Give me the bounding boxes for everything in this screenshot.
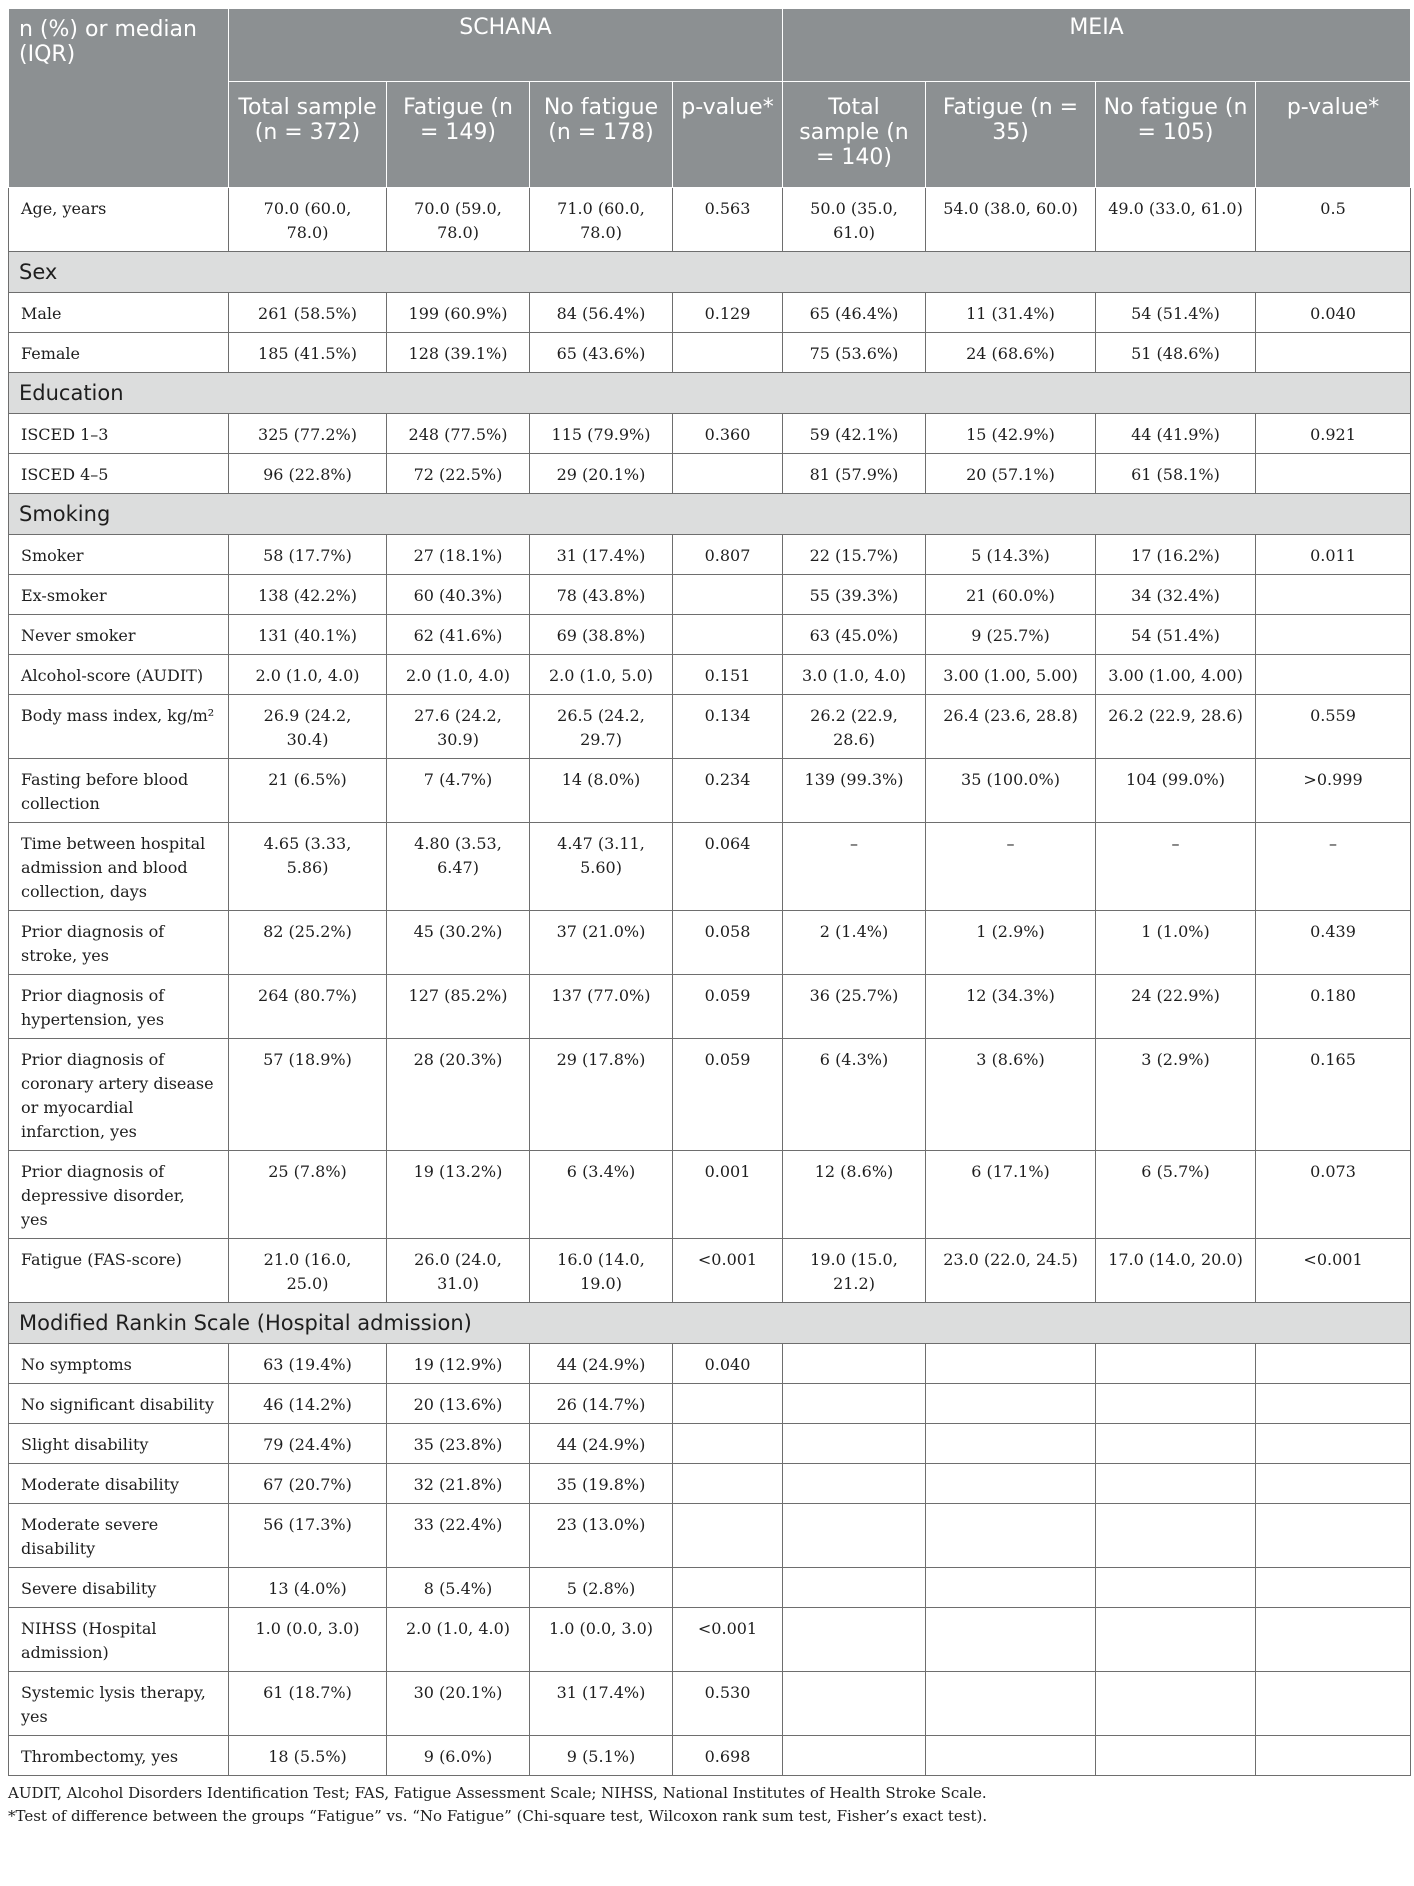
table-cell: 0.921 bbox=[1256, 414, 1411, 454]
table-cell: 21 (60.0%) bbox=[926, 575, 1096, 615]
table-cell: 63 (19.4%) bbox=[229, 1344, 387, 1384]
table-row bbox=[9, 759, 1411, 823]
table-cell: 67 (20.7%) bbox=[229, 1464, 387, 1504]
table-cell bbox=[1096, 1608, 1256, 1672]
table-cell bbox=[783, 1672, 926, 1736]
section-row bbox=[9, 494, 1411, 535]
table-cell: – bbox=[783, 823, 926, 911]
table-cell: 3 (8.6%) bbox=[926, 1039, 1096, 1151]
table-cell bbox=[1256, 1504, 1411, 1568]
row-label: Moderate disability bbox=[9, 1464, 229, 1504]
section-label: Smoking bbox=[9, 494, 1411, 535]
table-cell: 78 (43.8%) bbox=[530, 575, 673, 615]
group-header-schana: SCHANA bbox=[229, 9, 783, 82]
table-cell bbox=[1256, 333, 1411, 373]
table-cell: 29 (17.8%) bbox=[530, 1039, 673, 1151]
row-label: Prior diagnosis of depressive disorder, yes bbox=[9, 1151, 229, 1239]
row-label: Moderate severe disability bbox=[9, 1504, 229, 1568]
table-cell bbox=[926, 1568, 1096, 1608]
table-cell: – bbox=[1096, 823, 1256, 911]
table-cell bbox=[673, 1568, 783, 1608]
table-cell: 3 (2.9%) bbox=[1096, 1039, 1256, 1151]
table-cell: 35 (23.8%) bbox=[387, 1424, 530, 1464]
table-cell: 26.4 (23.6, 28.8) bbox=[926, 695, 1096, 759]
table-cell bbox=[673, 454, 783, 494]
table-cell: 58 (17.7%) bbox=[229, 535, 387, 575]
column-header: p-value* bbox=[673, 82, 783, 188]
table-cell bbox=[673, 333, 783, 373]
table-row bbox=[9, 1672, 1411, 1736]
table-row bbox=[9, 1344, 1411, 1384]
column-header: Fatigue (n = 149) bbox=[387, 82, 530, 188]
table-row bbox=[9, 1039, 1411, 1151]
table-cell: 20 (57.1%) bbox=[926, 454, 1096, 494]
table-cell: 28 (20.3%) bbox=[387, 1039, 530, 1151]
row-label: No significant disability bbox=[9, 1384, 229, 1424]
table-cell: 1.0 (0.0, 3.0) bbox=[229, 1608, 387, 1672]
table-cell bbox=[926, 1504, 1096, 1568]
table-cell: 37 (21.0%) bbox=[530, 911, 673, 975]
table-cell: 84 (56.4%) bbox=[530, 293, 673, 333]
table-cell: 54 (51.4%) bbox=[1096, 293, 1256, 333]
table-cell: 96 (22.8%) bbox=[229, 454, 387, 494]
table-cell bbox=[1256, 1736, 1411, 1776]
table-cell: 19 (12.9%) bbox=[387, 1344, 530, 1384]
table-cell: 2.0 (1.0, 4.0) bbox=[387, 655, 530, 695]
table-cell: 26.5 (24.2, 29.7) bbox=[530, 695, 673, 759]
table-cell: 264 (80.7%) bbox=[229, 975, 387, 1039]
table-cell: 23.0 (22.0, 24.5) bbox=[926, 1239, 1096, 1303]
table-cell: 33 (22.4%) bbox=[387, 1504, 530, 1568]
table-cell bbox=[926, 1464, 1096, 1504]
table-cell: 27 (18.1%) bbox=[387, 535, 530, 575]
table-row bbox=[9, 975, 1411, 1039]
table-cell: 1.0 (0.0, 3.0) bbox=[530, 1608, 673, 1672]
table-cell: 72 (22.5%) bbox=[387, 454, 530, 494]
table-cell bbox=[783, 1568, 926, 1608]
table-cell: 0.059 bbox=[673, 1039, 783, 1151]
table-cell: 70.0 (59.0, 78.0) bbox=[387, 188, 530, 252]
table-cell bbox=[1096, 1464, 1256, 1504]
row-label: NIHSS (Hospital admission) bbox=[9, 1608, 229, 1672]
table-cell: 4.47 (3.11, 5.60) bbox=[530, 823, 673, 911]
table-row bbox=[9, 535, 1411, 575]
row-label: Alcohol-score (AUDIT) bbox=[9, 655, 229, 695]
table-cell: 69 (38.8%) bbox=[530, 615, 673, 655]
table-cell: 0.360 bbox=[673, 414, 783, 454]
row-label: Prior diagnosis of hypertension, yes bbox=[9, 975, 229, 1039]
table-cell: 44 (24.9%) bbox=[530, 1424, 673, 1464]
column-header: Fatigue (n = 35) bbox=[926, 82, 1096, 188]
table-cell: 248 (77.5%) bbox=[387, 414, 530, 454]
table-cell: 3.00 (1.00, 5.00) bbox=[926, 655, 1096, 695]
table-cell bbox=[673, 575, 783, 615]
row-label: Ex-smoker bbox=[9, 575, 229, 615]
table-cell: 0.165 bbox=[1256, 1039, 1411, 1151]
row-label: Time between hospital admission and blood collection, days bbox=[9, 823, 229, 911]
row-label: Never smoker bbox=[9, 615, 229, 655]
table-cell: 0.439 bbox=[1256, 911, 1411, 975]
table-cell bbox=[1256, 615, 1411, 655]
table-cell bbox=[673, 1504, 783, 1568]
table-cell: 6 (4.3%) bbox=[783, 1039, 926, 1151]
table-cell bbox=[783, 1344, 926, 1384]
table-container bbox=[8, 8, 1410, 1828]
table-cell: 127 (85.2%) bbox=[387, 975, 530, 1039]
table-cell: 0.001 bbox=[673, 1151, 783, 1239]
table-cell: 60 (40.3%) bbox=[387, 575, 530, 615]
table-cell: 31 (17.4%) bbox=[530, 1672, 673, 1736]
table-row bbox=[9, 911, 1411, 975]
table-cell: 2.0 (1.0, 5.0) bbox=[530, 655, 673, 695]
table-cell bbox=[1256, 1568, 1411, 1608]
table-cell: 0.040 bbox=[1256, 293, 1411, 333]
section-row bbox=[9, 1303, 1411, 1344]
table-cell: 62 (41.6%) bbox=[387, 615, 530, 655]
table-cell bbox=[926, 1672, 1096, 1736]
table-cell: 30 (20.1%) bbox=[387, 1672, 530, 1736]
group-header-meia: MEIA bbox=[783, 9, 1411, 82]
characteristics-table bbox=[8, 8, 1411, 1776]
table-cell: 6 (5.7%) bbox=[1096, 1151, 1256, 1239]
table-cell: 75 (53.6%) bbox=[783, 333, 926, 373]
table-cell: 12 (8.6%) bbox=[783, 1151, 926, 1239]
table-cell: 32 (21.8%) bbox=[387, 1464, 530, 1504]
table-cell: 26 (14.7%) bbox=[530, 1384, 673, 1424]
table-cell: 0.059 bbox=[673, 975, 783, 1039]
table-footnotes bbox=[8, 1782, 1410, 1828]
table-row bbox=[9, 1736, 1411, 1776]
table-cell: 26.9 (24.2, 30.4) bbox=[229, 695, 387, 759]
footnote-test: *Test of difference between the groups “Fatigue” vs. “No Fatigue” (Chi-square test, Wilcoxon rank sum test, Fisher’s exact test). bbox=[8, 1807, 988, 1825]
table-cell: 24 (22.9%) bbox=[1096, 975, 1256, 1039]
table-cell: <0.001 bbox=[673, 1608, 783, 1672]
table-cell bbox=[673, 1384, 783, 1424]
table-cell: 44 (41.9%) bbox=[1096, 414, 1256, 454]
row-label: Age, years bbox=[9, 188, 229, 252]
table-cell: 50.0 (35.0, 61.0) bbox=[783, 188, 926, 252]
column-header: No fatigue (n = 178) bbox=[530, 82, 673, 188]
table-row bbox=[9, 454, 1411, 494]
table-cell: 0.530 bbox=[673, 1672, 783, 1736]
table-cell bbox=[783, 1504, 926, 1568]
table-cell: 0.011 bbox=[1256, 535, 1411, 575]
table-cell: 0.807 bbox=[673, 535, 783, 575]
table-cell: 128 (39.1%) bbox=[387, 333, 530, 373]
table-cell: 54 (51.4%) bbox=[1096, 615, 1256, 655]
table-cell: 35 (100.0%) bbox=[926, 759, 1096, 823]
table-cell: 70.0 (60.0, 78.0) bbox=[229, 188, 387, 252]
table-row bbox=[9, 1151, 1411, 1239]
section-row bbox=[9, 373, 1411, 414]
table-cell: 54.0 (38.0, 60.0) bbox=[926, 188, 1096, 252]
table-cell: >0.999 bbox=[1256, 759, 1411, 823]
table-cell: 24 (68.6%) bbox=[926, 333, 1096, 373]
table-cell: <0.001 bbox=[673, 1239, 783, 1303]
row-label: ISCED 4–5 bbox=[9, 454, 229, 494]
table-cell bbox=[926, 1736, 1096, 1776]
table-cell: 26.2 (22.9, 28.6) bbox=[783, 695, 926, 759]
table-cell: 7 (4.7%) bbox=[387, 759, 530, 823]
table-cell bbox=[1256, 1384, 1411, 1424]
row-label: Body mass index, kg/m² bbox=[9, 695, 229, 759]
table-cell: 29 (20.1%) bbox=[530, 454, 673, 494]
table-cell: 82 (25.2%) bbox=[229, 911, 387, 975]
table-cell: 0.134 bbox=[673, 695, 783, 759]
table-cell: 11 (31.4%) bbox=[926, 293, 1096, 333]
row-label: Female bbox=[9, 333, 229, 373]
row-label: Slight disability bbox=[9, 1424, 229, 1464]
table-cell: 18 (5.5%) bbox=[229, 1736, 387, 1776]
section-label: Modified Rankin Scale (Hospital admission) bbox=[9, 1303, 1411, 1344]
table-cell: 9 (5.1%) bbox=[530, 1736, 673, 1776]
table-cell: 0.559 bbox=[1256, 695, 1411, 759]
column-header: No fatigue (n = 105) bbox=[1096, 82, 1256, 188]
table-cell bbox=[926, 1344, 1096, 1384]
table-cell bbox=[673, 1464, 783, 1504]
table-cell: 325 (77.2%) bbox=[229, 414, 387, 454]
table-row bbox=[9, 1504, 1411, 1568]
table-cell: 0.698 bbox=[673, 1736, 783, 1776]
table-cell: 138 (42.2%) bbox=[229, 575, 387, 615]
table-cell: 3.00 (1.00, 4.00) bbox=[1096, 655, 1256, 695]
table-cell bbox=[1256, 655, 1411, 695]
table-cell bbox=[1256, 1608, 1411, 1672]
row-label: Thrombectomy, yes bbox=[9, 1736, 229, 1776]
table-cell: 0.5 bbox=[1256, 188, 1411, 252]
table-cell bbox=[1096, 1504, 1256, 1568]
table-row bbox=[9, 414, 1411, 454]
table-cell: 59 (42.1%) bbox=[783, 414, 926, 454]
table-cell: 13 (4.0%) bbox=[229, 1568, 387, 1608]
table-cell: 46 (14.2%) bbox=[229, 1384, 387, 1424]
table-cell: 51 (48.6%) bbox=[1096, 333, 1256, 373]
table-row bbox=[9, 188, 1411, 252]
table-row bbox=[9, 1608, 1411, 1672]
table-cell: 137 (77.0%) bbox=[530, 975, 673, 1039]
table-cell bbox=[783, 1384, 926, 1424]
table-cell: 0.073 bbox=[1256, 1151, 1411, 1239]
row-label: Systemic lysis therapy, yes bbox=[9, 1672, 229, 1736]
table-cell: 79 (24.4%) bbox=[229, 1424, 387, 1464]
table-cell: 26.2 (22.9, 28.6) bbox=[1096, 695, 1256, 759]
table-cell: 34 (32.4%) bbox=[1096, 575, 1256, 615]
table-cell: 22 (15.7%) bbox=[783, 535, 926, 575]
table-cell: 3.0 (1.0, 4.0) bbox=[783, 655, 926, 695]
table-cell bbox=[926, 1424, 1096, 1464]
row-label: ISCED 1–3 bbox=[9, 414, 229, 454]
table-cell: 71.0 (60.0, 78.0) bbox=[530, 188, 673, 252]
table-row bbox=[9, 655, 1411, 695]
table-cell: 16.0 (14.0, 19.0) bbox=[530, 1239, 673, 1303]
table-cell bbox=[1256, 575, 1411, 615]
table-cell bbox=[783, 1608, 926, 1672]
table-cell: 27.6 (24.2, 30.9) bbox=[387, 695, 530, 759]
table-cell: 12 (34.3%) bbox=[926, 975, 1096, 1039]
table-cell: 131 (40.1%) bbox=[229, 615, 387, 655]
row-label: Fasting before blood collection bbox=[9, 759, 229, 823]
table-cell: 81 (57.9%) bbox=[783, 454, 926, 494]
table-cell: 9 (25.7%) bbox=[926, 615, 1096, 655]
table-cell: 25 (7.8%) bbox=[229, 1151, 387, 1239]
table-cell: 1 (1.0%) bbox=[1096, 911, 1256, 975]
table-cell bbox=[1096, 1568, 1256, 1608]
table-row bbox=[9, 293, 1411, 333]
table-row bbox=[9, 695, 1411, 759]
table-cell: 4.65 (3.33, 5.86) bbox=[229, 823, 387, 911]
column-header: Total sample (n = 372) bbox=[229, 82, 387, 188]
table-cell: 49.0 (33.0, 61.0) bbox=[1096, 188, 1256, 252]
table-cell: 36 (25.7%) bbox=[783, 975, 926, 1039]
table-row bbox=[9, 333, 1411, 373]
table-cell: 6 (3.4%) bbox=[530, 1151, 673, 1239]
table-cell: 21 (6.5%) bbox=[229, 759, 387, 823]
table-row bbox=[9, 1464, 1411, 1504]
table-cell: 65 (43.6%) bbox=[530, 333, 673, 373]
table-cell bbox=[1256, 1464, 1411, 1504]
row-label: Prior diagnosis of stroke, yes bbox=[9, 911, 229, 975]
table-cell bbox=[1096, 1424, 1256, 1464]
table-cell: 0.151 bbox=[673, 655, 783, 695]
table-cell bbox=[1096, 1736, 1256, 1776]
table-cell: 44 (24.9%) bbox=[530, 1344, 673, 1384]
table-cell: 63 (45.0%) bbox=[783, 615, 926, 655]
table-cell: 5 (2.8%) bbox=[530, 1568, 673, 1608]
table-cell bbox=[926, 1608, 1096, 1672]
table-row bbox=[9, 1424, 1411, 1464]
table-cell bbox=[1256, 1672, 1411, 1736]
table-cell bbox=[926, 1384, 1096, 1424]
table-cell: – bbox=[926, 823, 1096, 911]
table-cell: 0.129 bbox=[673, 293, 783, 333]
table-cell: 61 (58.1%) bbox=[1096, 454, 1256, 494]
table-cell: – bbox=[1256, 823, 1411, 911]
table-cell: 65 (46.4%) bbox=[783, 293, 926, 333]
table-cell bbox=[1256, 1344, 1411, 1384]
table-row bbox=[9, 615, 1411, 655]
table-cell: 17 (16.2%) bbox=[1096, 535, 1256, 575]
table-cell: <0.001 bbox=[1256, 1239, 1411, 1303]
table-cell: 139 (99.3%) bbox=[783, 759, 926, 823]
table-cell: 2 (1.4%) bbox=[783, 911, 926, 975]
row-label: No symptoms bbox=[9, 1344, 229, 1384]
table-cell bbox=[673, 1424, 783, 1464]
table-cell: 45 (30.2%) bbox=[387, 911, 530, 975]
table-cell: 0.234 bbox=[673, 759, 783, 823]
table-cell bbox=[783, 1424, 926, 1464]
table-cell bbox=[783, 1464, 926, 1504]
table-cell bbox=[1256, 454, 1411, 494]
table-cell bbox=[673, 615, 783, 655]
table-cell: 0.064 bbox=[673, 823, 783, 911]
table-body bbox=[9, 188, 1411, 1776]
table-row bbox=[9, 1239, 1411, 1303]
table-cell: 104 (99.0%) bbox=[1096, 759, 1256, 823]
table-row bbox=[9, 1568, 1411, 1608]
table-cell: 55 (39.3%) bbox=[783, 575, 926, 615]
row-label: Fatigue (FAS-score) bbox=[9, 1239, 229, 1303]
section-row bbox=[9, 252, 1411, 293]
table-cell: 19.0 (15.0, 21.2) bbox=[783, 1239, 926, 1303]
table-cell: 57 (18.9%) bbox=[229, 1039, 387, 1151]
table-cell: 0.180 bbox=[1256, 975, 1411, 1039]
table-cell bbox=[783, 1736, 926, 1776]
table-cell: 31 (17.4%) bbox=[530, 535, 673, 575]
table-cell: 185 (41.5%) bbox=[229, 333, 387, 373]
footnote-abbreviations: AUDIT, Alcohol Disorders Identification Test; FAS, Fatigue Assessment Scale; NIHSS, National Institutes of Health Stroke Scale. bbox=[8, 1784, 987, 1802]
row-label: Prior diagnosis of coronary artery disease or myocardial infarction, yes bbox=[9, 1039, 229, 1151]
column-header: Total sample (n = 140) bbox=[783, 82, 926, 188]
table-cell: 9 (6.0%) bbox=[387, 1736, 530, 1776]
table-cell: 14 (8.0%) bbox=[530, 759, 673, 823]
table-cell: 56 (17.3%) bbox=[229, 1504, 387, 1568]
row-label: Severe disability bbox=[9, 1568, 229, 1608]
table-row bbox=[9, 575, 1411, 615]
table-cell: 15 (42.9%) bbox=[926, 414, 1096, 454]
table-cell: 23 (13.0%) bbox=[530, 1504, 673, 1568]
table-cell: 4.80 (3.53, 6.47) bbox=[387, 823, 530, 911]
table-cell: 1 (2.9%) bbox=[926, 911, 1096, 975]
table-cell: 21.0 (16.0, 25.0) bbox=[229, 1239, 387, 1303]
table-cell: 261 (58.5%) bbox=[229, 293, 387, 333]
table-cell: 0.040 bbox=[673, 1344, 783, 1384]
table-cell: 5 (14.3%) bbox=[926, 535, 1096, 575]
table-cell: 2.0 (1.0, 4.0) bbox=[387, 1608, 530, 1672]
row-label: Smoker bbox=[9, 535, 229, 575]
table-cell: 0.058 bbox=[673, 911, 783, 975]
table-cell: 61 (18.7%) bbox=[229, 1672, 387, 1736]
table-cell: 26.0 (24.0, 31.0) bbox=[387, 1239, 530, 1303]
table-cell: 35 (19.8%) bbox=[530, 1464, 673, 1504]
table-cell: 6 (17.1%) bbox=[926, 1151, 1096, 1239]
section-label: Sex bbox=[9, 252, 1411, 293]
table-cell bbox=[1096, 1672, 1256, 1736]
table-cell bbox=[1256, 1424, 1411, 1464]
table-cell: 199 (60.9%) bbox=[387, 293, 530, 333]
column-header: p-value* bbox=[1256, 82, 1411, 188]
table-row bbox=[9, 823, 1411, 911]
table-cell bbox=[1096, 1344, 1256, 1384]
header-corner: n (%) or median (IQR) bbox=[9, 9, 229, 188]
table-row bbox=[9, 1384, 1411, 1424]
table-cell: 19 (13.2%) bbox=[387, 1151, 530, 1239]
table-cell: 2.0 (1.0, 4.0) bbox=[229, 655, 387, 695]
table-cell: 17.0 (14.0, 20.0) bbox=[1096, 1239, 1256, 1303]
section-label: Education bbox=[9, 373, 1411, 414]
table-cell bbox=[1096, 1384, 1256, 1424]
table-cell: 8 (5.4%) bbox=[387, 1568, 530, 1608]
row-label: Male bbox=[9, 293, 229, 333]
table-cell: 20 (13.6%) bbox=[387, 1384, 530, 1424]
table-cell: 0.563 bbox=[673, 188, 783, 252]
table-cell: 115 (79.9%) bbox=[530, 414, 673, 454]
